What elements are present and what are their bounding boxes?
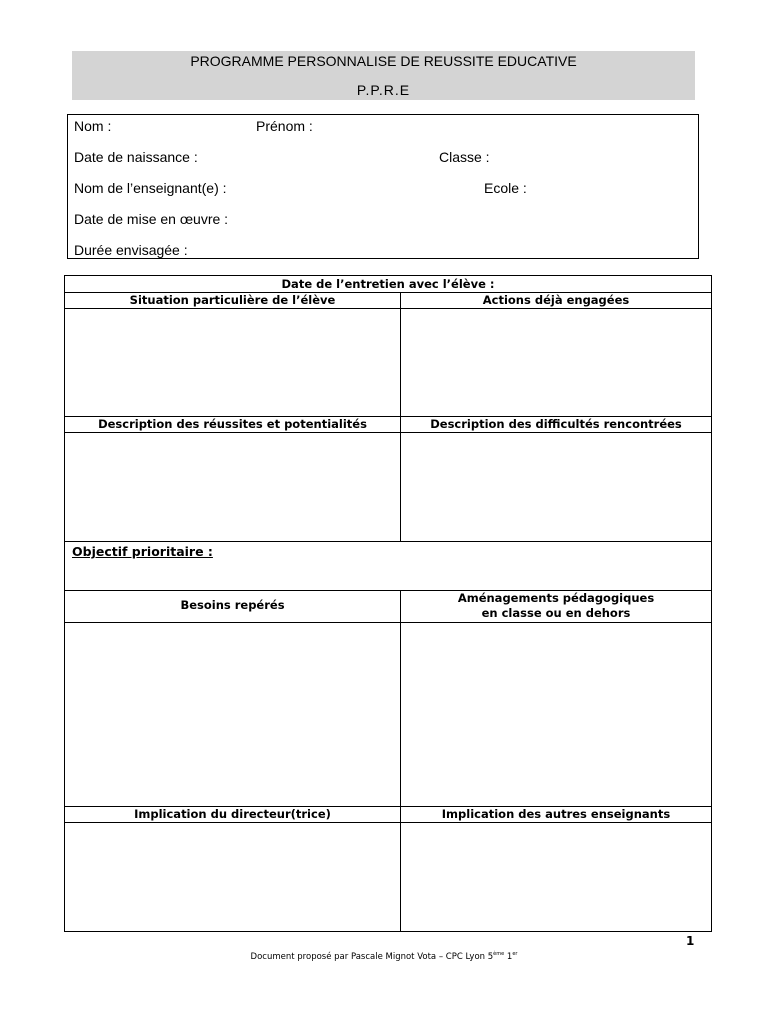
directeur-header: Implication du directeur(trice) (134, 807, 331, 821)
actions-header: Actions déjà engagées (482, 293, 630, 307)
page-number: 1 (686, 934, 695, 948)
besoins-header: Besoins repérés (180, 598, 285, 612)
date-naissance-field[interactable]: Date de naissance : (74, 149, 198, 165)
date-mise-en-oeuvre-field[interactable]: Date de mise en œuvre : (74, 211, 229, 227)
prenom-field[interactable]: Prénom : (256, 118, 313, 134)
nom-field[interactable]: Nom : (74, 118, 112, 134)
row-divider (65, 541, 711, 542)
difficultes-header: Description des difficultés rencontrées (430, 417, 682, 431)
situation-header: Situation particulière de l’élève (129, 293, 336, 307)
footer-sup-2: er (512, 951, 518, 957)
row-divider (65, 308, 711, 309)
student-identity-box (67, 114, 699, 259)
document-title: PROGRAMME PERSONNALISE DE REUSSITE EDUCATIVE (190, 53, 577, 69)
row-divider (65, 822, 711, 823)
row-divider (65, 622, 711, 623)
footer-sup-1: ème (493, 951, 505, 957)
duree-field[interactable]: Durée envisagée : (74, 242, 188, 258)
column-divider (400, 590, 401, 931)
footer-credit (0, 951, 768, 962)
objectif-label: Objectif prioritaire : (72, 544, 213, 559)
footer-credit-text: Document proposé par Pascale Mignot Vota – CPC Lyon 5 (250, 951, 494, 962)
document-header (72, 51, 695, 100)
date-entretien-label: Date de l’entretien avec l’élève : (281, 277, 495, 291)
classe-field[interactable]: Classe : (439, 149, 490, 165)
document-subtitle: P.P.R.E (356, 82, 411, 98)
enseignant-field[interactable]: Nom de l’enseignant(e) : (74, 180, 227, 196)
autres-header: Implication des autres enseignants (441, 807, 671, 821)
amenagements-header-line1: Aménagements pédagogiques (457, 591, 655, 605)
footer-credit-mid: 1 (504, 951, 513, 962)
row-divider (65, 432, 711, 433)
interview-table (64, 275, 712, 932)
amenagements-header-line2: en classe ou en dehors (481, 606, 631, 620)
ecole-field[interactable]: Ecole : (484, 180, 527, 196)
reussites-header: Description des réussites et potentialités (98, 417, 367, 431)
